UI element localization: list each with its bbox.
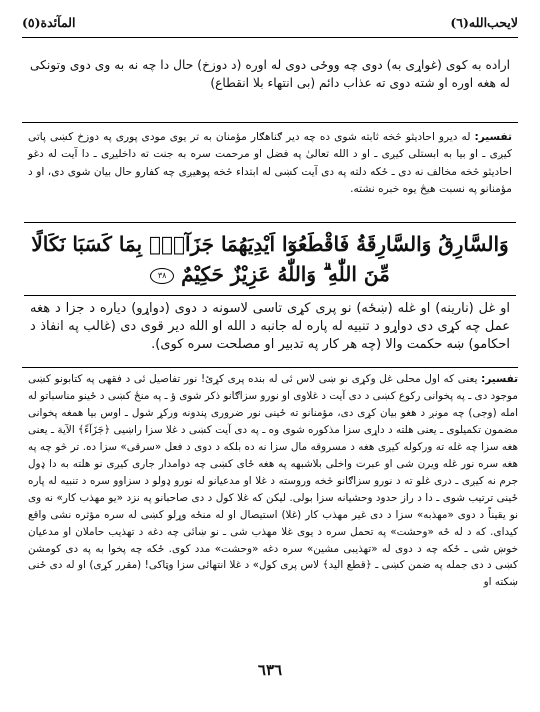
tafsir-label: تفسیر: (481, 373, 518, 385)
ayah-box (24, 222, 516, 296)
intro-paragraph: اراده به کوی (غواړی به) دوی چه ووځی دوی له اوره (د دوزخ) حال دا چه نه به وی دوی وتونکی له هغه اوره او شته دوی ته عذاب دائم (بی انتهاء بلا انقطاع) (30, 58, 510, 90)
header-left-title: المآئدة(٥) (22, 14, 76, 30)
tafsir-text: له دیرو احادیثو څخه ثابته شوی ده چه دیر ګناهګار مؤمنان به تر یوی مودی پوری په دوزخ کښی پاتی کیږی ـ او بیا به ابستلی کیږی ـ او د الله تعالیٰ په فضل او مرحمت سره به جنت ته داخلیږی ـ دا آیت له دغو احادیثو څخه مخالف نه دی ـ ځکه دلته په دی آیت کښی له ابتداء څخه پوهیږی چه کفارو حال بیان شوی دی، او د مؤمنانو په نسبت هیڅ یوه خبره نشته. (28, 131, 512, 196)
divider (22, 367, 518, 368)
translation-paragraph: او غل (نارینه) او غله (ښځه) نو پری کړی تاسی لاسونه د دوی (دواړو) دیاره د جزا د هغه عمل چه کړی دی دواړو د تنبیه له پاره له جانبه د الله او الله دیر قوی دی (غالب په انفاذ د احکامو) ښه حکمت والا (چه هر کار په تدبیر او مصلحت سره کوی). (30, 301, 510, 353)
tafsir-paragraph-1 (28, 129, 512, 199)
ayah-line-1: وَالسَّارِقُ وَالسَّارِقَةُ فَاقْطَعُوٓا اَيْدِيَهُمَا جَزَآءًۢ بِمَا كَسَبَا نَكَالًا (31, 232, 509, 256)
ayah-number-marker: ٣٨ (150, 268, 174, 284)
header-right-title: لایحب‌الله(٦) (450, 14, 518, 30)
ayah-line-2-text: مِّنَ اللّٰهِ ۗ وَاللّٰهُ عَزِيْزٌ حَكِيْمٌ (181, 262, 390, 286)
tafsir-text: یعنی که اول محلی غل وکړی نو ښی لاس ئی له بنده پری کړئ! نور تفاصیل ئی د فقهی په کتابونو کښی موجود دی ـ په پخوانی رکوع کښی د دی آیت د غلاوی او نورو سزاګانو ذکر شوی ؤ ـ په منځ کښی د ځینو مناسباتو له امله (وجی) چه مونږ د هغو بیان کړی دی، مؤمنانو ته ځینی نور ضروری پندونه ورکړ شول ـ اوس بیا همغه پخوانی مضمون تکمیلوی ـ یعنی هلته د داړی سزا مذکوره شوی وه ـ په دی آیت کښی د غلا سزا راښیی ﴿جَزَآءً﴾ الآیة ـ یعنی هغه سزا چه غله ته ورکوله کیږی هغه د مسروقه مال سزا نه ده بلکه د دوی د فعل «سرقی» سزا ده. تر څو چه په هغه سره نور غله ویرن شی او عبرت واخلی بلاشبهه په هغه ځای کښی چه دوامدار جاری کیږی نو هلته به دا ډول جرم نه کیږی ـ دری غلو ته د نورو سزاګانو څخه وروسته د غلا او مدعیانو له نورو ډولو د سزاوو سره د تنبیه له پاره ځینی ترتیب شوی ـ دا د راز حدود وحشیانه سزا بولی. لیکن که غلا کول د دی صاحبانو په نزد «یو مهذب کار» نه وی نو یقیناً د دوی «مهذبه» سزا د دی غیر مهذب کار (غلا) استیصال او له منځه وړلو کښی له سره مؤثره نشی واقع کیدای. که د له ځه «وحشت» په تحمل سره د یوی غلا مهذب شی ـ نو ښائی چه دغه د تهذیب حاملان او مدعیان خوښ شی ـ ځکه چه د دوی له «تهذیبی مشین» سره دغه «وحشت» مدد کوی. ځکه چه پخوا به په دی کومشن کښی د دی جمله په ضمن کښی ـ ﴿قطع الید﴾ لاس پری کول» د غلا انتهائی سزا وټاکی! (مقرر کړی) او له دی ځنی ښکته او (28, 373, 518, 589)
header-rule (22, 37, 518, 38)
page-number: ٦٣٦ (257, 661, 283, 679)
page-header (22, 10, 518, 34)
tafsir-label: تفسیر: (474, 131, 512, 143)
divider (22, 122, 518, 123)
tafsir-paragraph-2 (28, 371, 518, 591)
ayah-line-2 (24, 259, 516, 289)
